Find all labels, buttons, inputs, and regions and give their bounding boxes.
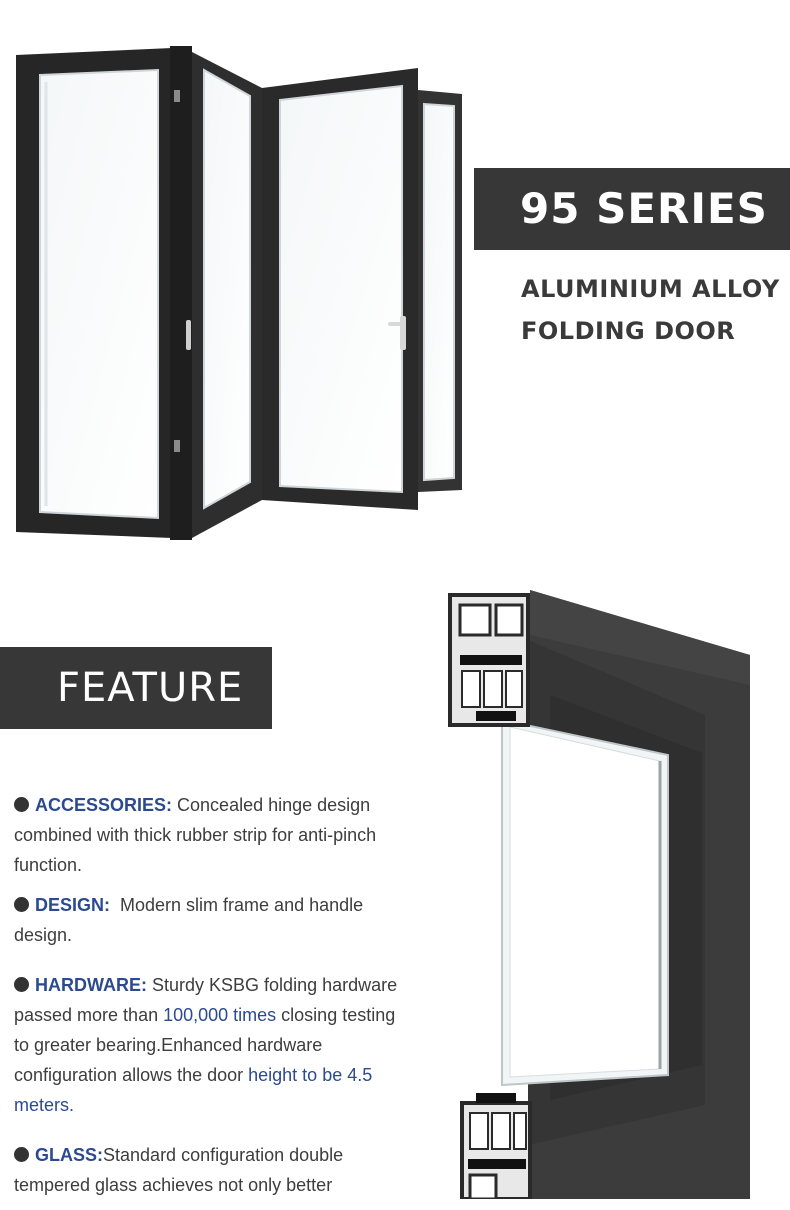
feature-text: Modern slim frame and handle design.: [14, 895, 369, 945]
feature-text: Standard configuration double tempered glass achieves not only better: [14, 1145, 344, 1195]
product-subtitle: [521, 268, 780, 352]
feature-banner: [0, 647, 272, 729]
subtitle-line-1: ALUMINIUM ALLOY: [521, 275, 780, 303]
feature-label: DESIGN:: [35, 895, 111, 915]
bullet-icon: [14, 1147, 29, 1162]
feature-design: [14, 890, 406, 950]
series-banner: [474, 168, 790, 250]
feature-text: Concealed hinge design combined with thick rubber strip for anti-pinch function.: [14, 795, 377, 875]
bullet-icon: [14, 977, 29, 992]
bullet-icon: [14, 897, 29, 912]
feature-hardware: [14, 970, 406, 1120]
folding-door-image: [0, 30, 470, 560]
feature-label: GLASS:: [35, 1145, 104, 1165]
feature-glass: [14, 1140, 406, 1200]
subtitle-line-2: FOLDING DOOR: [521, 317, 736, 345]
feature-list: [14, 790, 406, 1210]
feature-label: ACCESSORIES:: [35, 795, 173, 815]
feature-highlight: 100,000 times: [163, 1005, 277, 1025]
feature-text: closing testing to greater bearing.Enhanced hardware configuration allows the door: [14, 1005, 396, 1085]
series-title: 95 SERIES: [520, 184, 768, 233]
profile-cross-section-image: [440, 585, 790, 1199]
feature-label: HARDWARE:: [35, 975, 147, 995]
bullet-icon: [14, 797, 29, 812]
feature-text: Sturdy KSBG folding hardware passed more than: [14, 975, 398, 1025]
feature-highlight: height to be 4.5 meters.: [14, 1065, 373, 1115]
feature-accessories: [14, 790, 406, 880]
feature-title: FEATURE: [57, 665, 244, 711]
